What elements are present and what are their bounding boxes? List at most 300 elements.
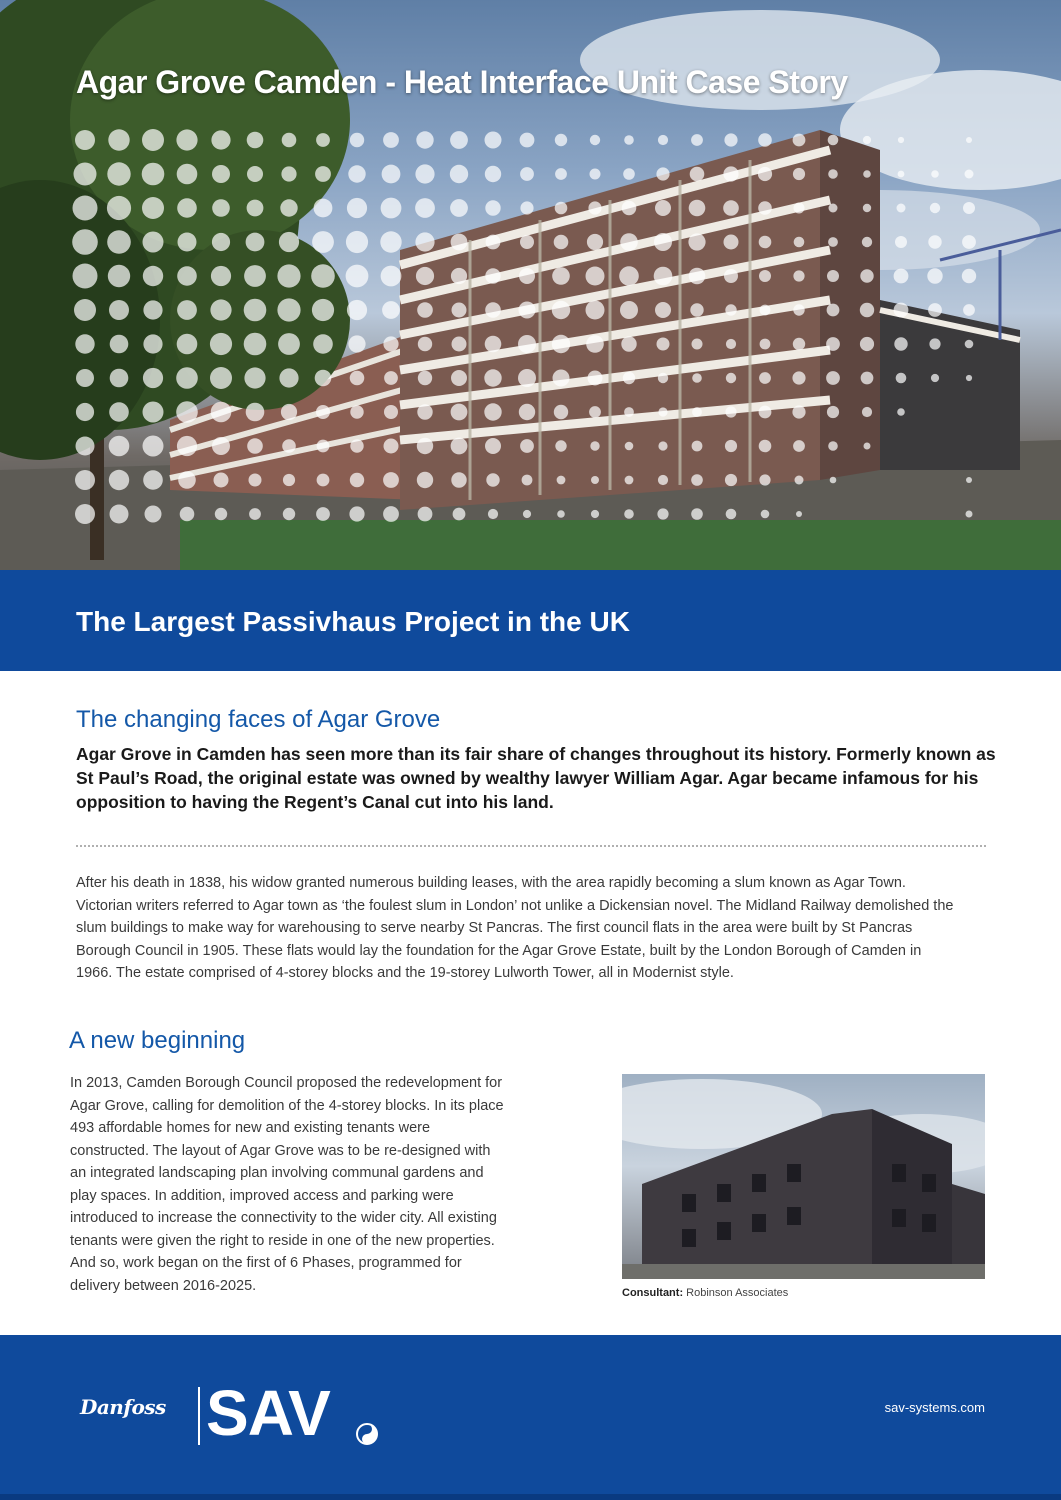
- overlay-dot: [75, 470, 95, 490]
- overlay-dot: [384, 439, 399, 454]
- overlay-dot: [794, 203, 805, 214]
- overlay-dot: [962, 235, 976, 249]
- hero-photo: [0, 0, 1061, 570]
- overlay-dot: [759, 372, 771, 384]
- overlay-dot: [962, 269, 976, 283]
- overlay-dot: [244, 333, 267, 356]
- overlay-dot: [793, 270, 804, 281]
- overlay-dot: [726, 509, 737, 520]
- overlay-dot: [554, 235, 569, 250]
- overlay-dot: [246, 403, 265, 422]
- overlay-dot: [316, 507, 330, 521]
- overlay-dot: [416, 131, 433, 148]
- overlay-dot: [212, 165, 230, 183]
- overlay-dot: [624, 509, 634, 519]
- sav-logo: SAV: [206, 1377, 330, 1449]
- overlay-dot: [452, 337, 467, 352]
- overlay-dot: [452, 303, 467, 318]
- overlay-dot: [109, 402, 129, 422]
- overlay-dot: [725, 440, 737, 452]
- overlay-dot: [279, 232, 299, 252]
- overlay-dot: [931, 374, 939, 382]
- headline: The Largest Passivhaus Project in the UK: [76, 606, 630, 637]
- overlay-dot: [760, 305, 771, 316]
- overlay-dot: [723, 166, 738, 181]
- overlay-dot: [450, 165, 468, 183]
- overlay-dot: [415, 232, 434, 251]
- overlay-dot: [381, 198, 402, 219]
- overlay-dot: [415, 164, 434, 183]
- overlay-dot: [966, 477, 972, 483]
- overlay-dot: [247, 438, 263, 454]
- overlay-dot: [555, 168, 567, 180]
- overlay-dot: [520, 167, 534, 181]
- overlay-dot: [143, 470, 163, 490]
- overlay-dot: [965, 170, 974, 179]
- overlay-dot: [246, 233, 265, 252]
- overlay-dot: [485, 268, 500, 283]
- overlay-dot: [725, 406, 736, 417]
- overlay-dot: [793, 338, 805, 350]
- overlay-dot: [929, 338, 940, 349]
- overlay-dot: [898, 137, 904, 143]
- overlay-dot: [247, 166, 263, 182]
- overlay-dot: [692, 339, 703, 350]
- overlay-dot: [759, 236, 772, 249]
- overlay-dot: [212, 199, 230, 217]
- overlay-dot: [485, 302, 501, 318]
- overlay-dot: [726, 373, 736, 383]
- overlay-dot: [180, 507, 195, 522]
- footer-bottom-strip: [0, 1494, 1061, 1500]
- overlay-dot: [555, 440, 566, 451]
- overlay-dot: [966, 511, 973, 518]
- overlay-dot: [829, 204, 838, 213]
- overlay-dot: [625, 476, 634, 485]
- overlay-dot: [244, 367, 265, 388]
- overlay-dot: [350, 405, 363, 418]
- overlay-dot: [453, 508, 466, 521]
- overlay-dot: [826, 337, 840, 351]
- overlay-dot: [451, 404, 468, 421]
- overlay-dot: [895, 236, 907, 248]
- overlay-dot: [619, 266, 639, 286]
- overlay-dot: [591, 476, 599, 484]
- overlay-dot: [930, 203, 940, 213]
- overlay-dot: [382, 301, 400, 319]
- overlay-dot: [347, 300, 367, 320]
- overlay-dot: [311, 264, 335, 288]
- overlay-dot: [143, 334, 162, 353]
- overlay-dot: [110, 369, 129, 388]
- overlay-dot: [657, 508, 668, 519]
- overlay-dot: [520, 201, 533, 214]
- overlay-dot: [145, 506, 162, 523]
- overlay-dot: [176, 401, 198, 423]
- overlay-dot: [724, 235, 739, 250]
- overlay-dot: [280, 199, 297, 216]
- overlay-dot: [898, 171, 905, 178]
- overlay-dot: [724, 269, 738, 283]
- overlay-dot: [485, 200, 500, 215]
- overlay-dot: [897, 408, 905, 416]
- overlay-dot: [349, 506, 364, 521]
- overlay-dot: [863, 204, 871, 212]
- overlay-dot: [450, 199, 468, 217]
- overlay-dot: [621, 336, 636, 351]
- overlay-dot: [277, 264, 300, 287]
- overlay-dot: [793, 304, 804, 315]
- dotted-divider: [76, 845, 986, 847]
- overlay-dot: [759, 474, 770, 485]
- overlay-dot: [316, 405, 330, 419]
- overlay-dot: [518, 369, 536, 387]
- overlay-dot: [590, 169, 601, 180]
- overlay-dot: [485, 438, 501, 454]
- overlay-dot: [247, 132, 264, 149]
- overlay-dot: [450, 131, 468, 149]
- overlay-dot: [350, 133, 364, 147]
- overlay-dot: [725, 304, 736, 315]
- overlay-dot: [316, 133, 330, 147]
- overlay-dot: [346, 265, 369, 288]
- overlay-dot: [485, 132, 502, 149]
- overlay-dot: [485, 166, 501, 182]
- overlay-dot: [552, 301, 570, 319]
- overlay-dot: [792, 371, 805, 384]
- overlay-dot: [692, 407, 702, 417]
- overlay-dot: [862, 407, 872, 417]
- overlay-dot: [212, 437, 230, 455]
- overlay-dot: [625, 442, 634, 451]
- overlay-dot: [177, 266, 197, 286]
- overlay-dot: [966, 375, 972, 381]
- overlay-dot: [590, 135, 600, 145]
- overlay-dot: [142, 163, 165, 186]
- overlay-dot: [348, 165, 365, 182]
- overlay-dot: [692, 441, 703, 452]
- overlay-dot: [484, 369, 501, 386]
- overlay-dot: [249, 474, 262, 487]
- overlay-dot: [244, 265, 266, 287]
- overlay-dot: [623, 168, 635, 180]
- overlay-dot: [828, 135, 839, 146]
- overlay-dot: [382, 165, 401, 184]
- overlay-dot: [691, 134, 703, 146]
- overlay-dot: [586, 301, 605, 320]
- overlay-dot: [759, 270, 771, 282]
- overlay-dot: [283, 508, 295, 520]
- overlay-dot: [281, 404, 297, 420]
- overlay-dot: [417, 302, 433, 318]
- overlay-dot: [828, 237, 838, 247]
- overlay-dot: [931, 170, 939, 178]
- overlay-dot: [249, 508, 261, 520]
- overlay-dot: [793, 134, 806, 147]
- overlay-dot: [586, 335, 604, 353]
- overlay-dot: [894, 337, 907, 350]
- overlay-dot: [76, 369, 94, 387]
- overlay-dot: [178, 233, 197, 252]
- overlay-dot: [142, 129, 164, 151]
- overlay-dot: [894, 303, 909, 318]
- overlay-dot: [282, 439, 296, 453]
- overlay-dot: [658, 475, 668, 485]
- overlay-dot: [110, 505, 129, 524]
- overlay-dot: [689, 268, 706, 285]
- overlay-dot: [279, 368, 298, 387]
- overlay-dot: [418, 507, 433, 522]
- overlay-dot: [451, 472, 466, 487]
- overlay-dot: [211, 266, 231, 286]
- overlay-dot: [519, 268, 535, 284]
- overlay-dot: [862, 237, 872, 247]
- overlay-dot: [177, 300, 197, 320]
- overlay-dot: [315, 166, 331, 182]
- overlay-dot: [552, 267, 570, 285]
- overlay-dot: [519, 302, 536, 319]
- overlay-dot: [143, 368, 163, 388]
- overlay-dot: [74, 163, 97, 186]
- overlay-dot: [142, 197, 164, 219]
- overlay-dot: [897, 204, 906, 213]
- intro-paragraph: Agar Grove in Camden has seen more than its fair share of changes throughout its history. Formerly known as St Paul’s Road, the original estate was owned by wealthy lawyer William Agar. Agar became infamous for his opposition to having the Regent’s Canal cut into his land.: [76, 744, 996, 812]
- overlay-dot: [966, 137, 972, 143]
- overlay-dot: [758, 133, 772, 147]
- overlay-dot: [488, 509, 498, 519]
- overlay-dot: [177, 164, 198, 185]
- overlay-dot: [828, 441, 838, 451]
- overlay-dot: [416, 267, 434, 285]
- overlay-dot: [928, 235, 941, 248]
- overlay-dot: [590, 441, 599, 450]
- overlay-dot: [522, 475, 533, 486]
- overlay-dot: [624, 407, 634, 417]
- overlay-dot: [860, 269, 873, 282]
- overlay-dot: [312, 299, 334, 321]
- overlay-dot: [654, 267, 673, 286]
- overlay-dot: [212, 233, 230, 251]
- overlay-dot: [591, 510, 599, 518]
- overlay-dot: [73, 264, 98, 289]
- overlay-dot: [484, 403, 501, 420]
- overlay-dot: [654, 233, 672, 251]
- overlay-dot: [658, 135, 668, 145]
- overlay-dot: [143, 300, 162, 319]
- overlay-dot: [107, 196, 131, 220]
- overlay-dot: [211, 402, 232, 423]
- overlay-dot: [383, 336, 398, 351]
- overlay-dot: [587, 234, 603, 250]
- overlay-dot: [451, 234, 468, 251]
- overlay-dot: [796, 511, 802, 517]
- overlay-dot: [317, 474, 330, 487]
- overlay-dot: [827, 270, 839, 282]
- overlay-dot: [827, 304, 840, 317]
- overlay-dot: [963, 304, 975, 316]
- overlay-dot: [861, 372, 874, 385]
- overlay-dot: [417, 438, 433, 454]
- section-heading-changing-faces: The changing faces of Agar Grove: [76, 706, 441, 733]
- overlay-dot: [586, 267, 605, 286]
- overlay-dot: [244, 299, 267, 322]
- overlay-dot: [72, 229, 98, 255]
- overlay-dot: [793, 440, 805, 452]
- overlay-dot: [523, 510, 531, 518]
- overlay-dot: [691, 474, 703, 486]
- overlay-dot: [690, 303, 703, 316]
- overlay-dot: [312, 231, 334, 253]
- overlay-dot: [417, 472, 433, 488]
- overlay-dot: [928, 303, 942, 317]
- history-paragraph: After his death in 1838, his widow granted numerous building leases, with the area rapidly becoming a slum known as Agar Town. Victorian writers referred to Agar town as ‘the foulest slum in London’ not unlike a Dickensian novel. The Midland Railway demolished the slum buildings to make way for warehousing to serve nearby St Pancras. The first council flats in the area were built by St Pancras Borough Council in 1905. These flats would lay the foundation for the Agar Grove Estate, built by the London Borough of Camden in 1966. The estate comprised of 4-storey blocks and the 19-storey Lulworth Tower, all in Modernist style.: [76, 875, 954, 981]
- overlay-dot: [863, 170, 871, 178]
- overlay-dot: [655, 302, 671, 318]
- overlay-dot: [655, 200, 671, 216]
- overlay-dot: [589, 406, 601, 418]
- overlay-dot: [827, 406, 839, 418]
- overlay-dot: [278, 333, 300, 355]
- overlay-dot: [75, 504, 95, 524]
- overlay-dot: [759, 406, 772, 419]
- overlay-dot: [350, 439, 363, 452]
- redevelopment-paragraph: In 2013, Camden Borough Council proposed the redevelopment for Agar Grove, calling for demolition of the 4-storey blocks. In its place 493 affordable homes for new and existing tenants were constructed. The layout of Agar Grove was to be re-designed with an integrated landscaping plan involving communal gardens and play spaces. In addition, improved access and parking were introduced to increase the connectivity to the wider city. All existing tenants were given the right to reside in one of the new properties. And so, work began on the first of 6 Phases, programmed for delivery between 2016-2025.: [70, 1075, 504, 1294]
- overlay-dot: [520, 133, 535, 148]
- overlay-dot: [176, 367, 198, 389]
- footer: [0, 1335, 1061, 1500]
- overlay-dot: [927, 268, 942, 283]
- building-photo-illustration: [622, 1074, 985, 1279]
- overlay-dot: [108, 265, 130, 287]
- overlay-dot: [210, 367, 232, 389]
- overlay-dot: [247, 200, 264, 217]
- overlay-dot: [725, 474, 737, 486]
- overlay-dot: [215, 508, 227, 520]
- overlay-dot: [758, 167, 772, 181]
- overlay-dot: [383, 132, 399, 148]
- overlay-dot: [860, 337, 874, 351]
- photo-caption: [622, 1287, 788, 1299]
- overlay-dot: [896, 373, 907, 384]
- overlay-dot: [75, 334, 94, 353]
- overlay-dot: [894, 269, 909, 284]
- overlay-dot: [828, 169, 838, 179]
- overlay-dot: [620, 301, 638, 319]
- website-link[interactable]: sav-systems.com: [884, 1400, 985, 1415]
- overlay-dot: [451, 438, 468, 455]
- overlay-dot: [143, 266, 163, 286]
- overlay-dot: [211, 130, 230, 149]
- overlay-dot: [965, 340, 974, 349]
- overlay-dot: [557, 476, 566, 485]
- overlay-dot: [214, 473, 229, 488]
- overlay-dot: [826, 371, 840, 385]
- overlay-dot: [555, 202, 568, 215]
- overlay-dot: [143, 402, 164, 423]
- overlay-dot: [348, 335, 365, 352]
- overlay-dot: [143, 232, 164, 253]
- overlay-dot: [588, 371, 603, 386]
- overlay-dot: [76, 437, 95, 456]
- overlay-dot: [74, 299, 96, 321]
- overlay-dot: [656, 167, 669, 180]
- overlay-dot: [622, 201, 637, 216]
- overlay-dot: [588, 201, 601, 214]
- overlay-dot: [552, 335, 570, 353]
- overlay-dot: [726, 339, 736, 349]
- caption-value: Robinson Associates: [686, 1287, 789, 1299]
- overlay-dot: [415, 198, 435, 218]
- overlay-dot: [418, 371, 432, 385]
- overlay-dot: [761, 510, 770, 519]
- overlay-dot: [282, 133, 297, 148]
- overlay-dot: [384, 371, 398, 385]
- overlay-dot: [690, 167, 705, 182]
- overlay-dot: [109, 470, 129, 490]
- overlay-dot: [554, 405, 568, 419]
- overlay-dot: [177, 436, 197, 456]
- page-title: Agar Grove Camden - Heat Interface Unit Case Story: [76, 64, 848, 100]
- overlay-dot: [451, 370, 467, 386]
- overlay-dot: [109, 436, 130, 457]
- overlay-dot: [418, 337, 432, 351]
- overlay-dot: [623, 372, 635, 384]
- overlay-dot: [417, 404, 432, 419]
- overlay-dot: [177, 198, 197, 218]
- overlay-dot: [795, 476, 804, 485]
- sav-swirl-icon: [356, 1423, 378, 1445]
- overlay-dot: [75, 130, 95, 150]
- overlay-dot: [759, 440, 772, 453]
- overlay-dot: [485, 336, 502, 353]
- overlay-dot: [281, 166, 296, 181]
- logo-divider: [198, 1387, 200, 1445]
- overlay-dot: [383, 472, 399, 488]
- overlay-dot: [383, 506, 399, 522]
- overlay-dot: [863, 136, 871, 144]
- building-photo: [622, 1074, 985, 1279]
- overlay-dot: [143, 436, 164, 457]
- danfoss-logo: Danfoss: [80, 1395, 166, 1419]
- overlay-dot: [830, 477, 837, 484]
- overlay-dot: [381, 266, 402, 287]
- overlay-dot: [557, 510, 565, 518]
- overlay-dot: [178, 471, 196, 489]
- overlay-dot: [347, 198, 367, 218]
- overlay-dot: [73, 196, 98, 221]
- overlay-dot: [277, 298, 300, 321]
- overlay-dot: [520, 235, 534, 249]
- overlay-dot: [350, 473, 364, 487]
- overlay-dot: [620, 233, 638, 251]
- overlay-dot: [314, 199, 333, 218]
- overlay-dot: [109, 300, 129, 320]
- overlay-dot: [108, 129, 129, 150]
- overlay-dot: [553, 370, 570, 387]
- overlay-dot: [658, 373, 668, 383]
- overlay-dot: [723, 200, 739, 216]
- overlay-dot: [792, 405, 805, 418]
- overlay-dot: [346, 231, 368, 253]
- overlay-dot: [315, 370, 332, 387]
- overlay-dot: [518, 335, 536, 353]
- overlay-dot: [624, 135, 634, 145]
- overlay-dot: [520, 439, 534, 453]
- overlay-dot: [313, 334, 333, 354]
- overlay-dot: [691, 508, 703, 520]
- overlay-dot: [692, 373, 702, 383]
- overlay-dot: [760, 339, 771, 350]
